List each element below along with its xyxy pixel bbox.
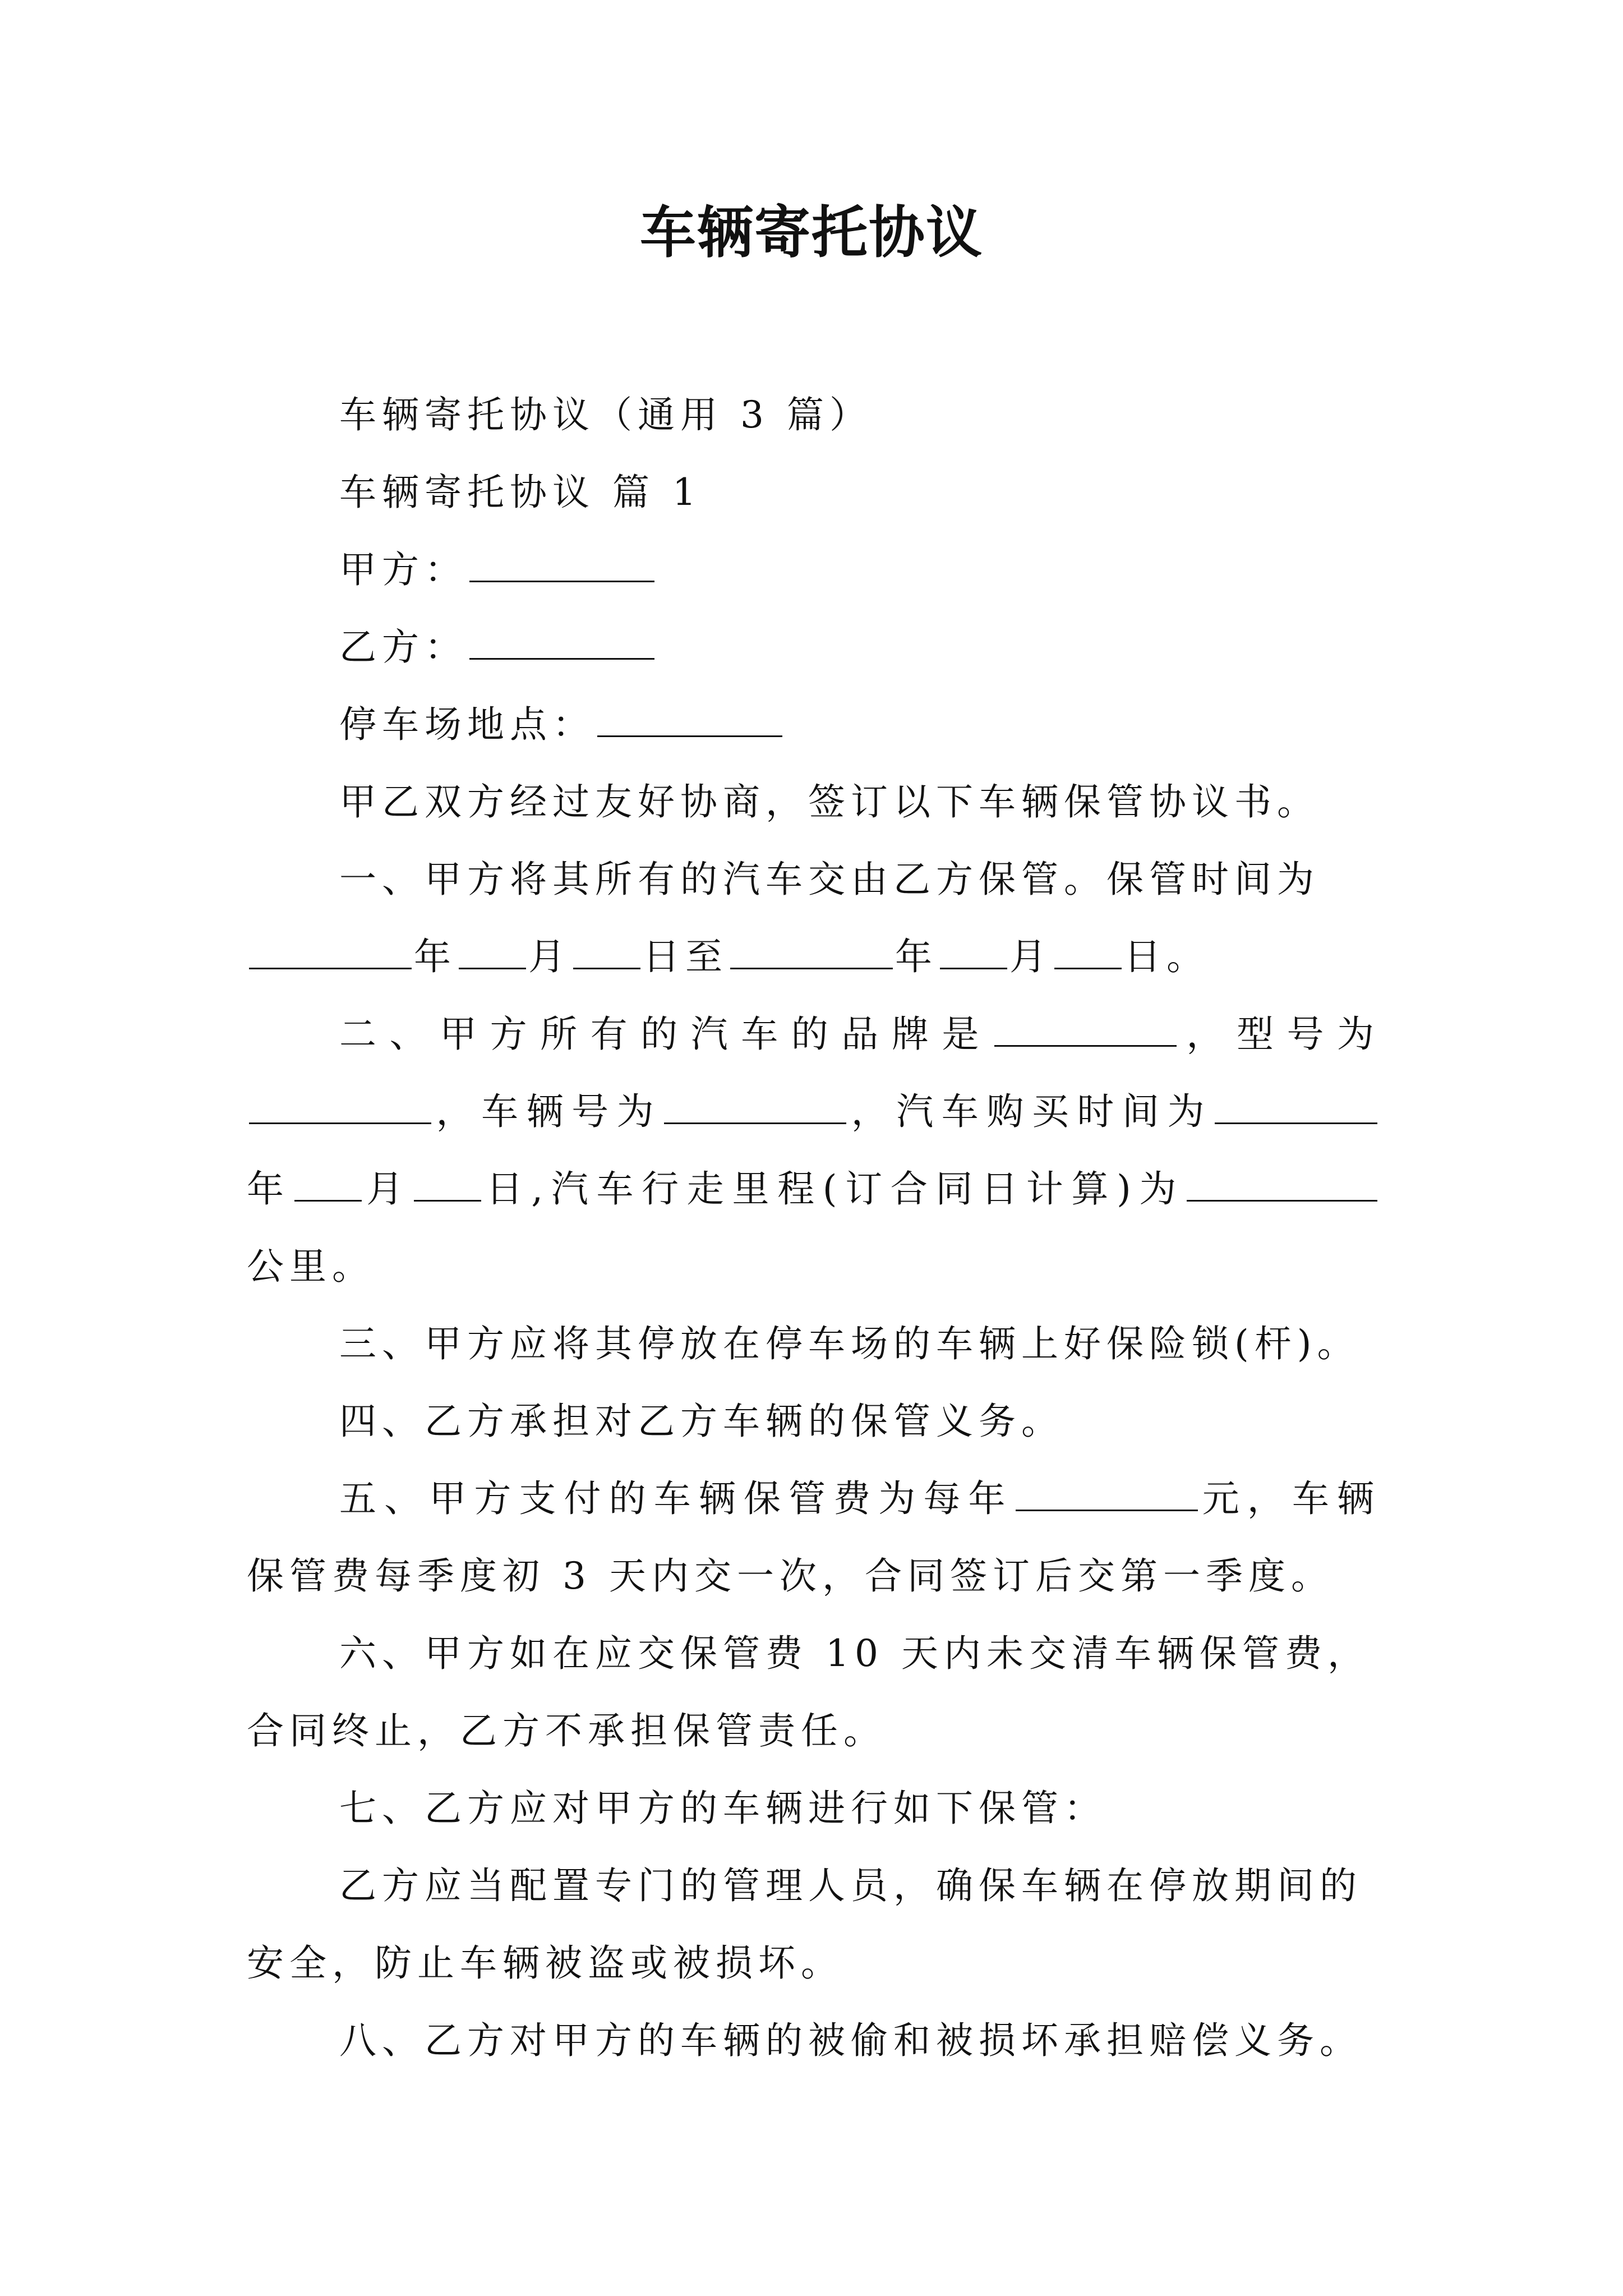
clause-2-line-4 <box>247 1239 1380 1295</box>
subtitle-text: 车辆寄托协议（通用 3 篇） <box>339 393 872 436</box>
clause-6-line-1 <box>247 1626 1380 1682</box>
model-label: ，型号为 <box>1178 1013 1380 1056</box>
clause-2-line-3 <box>247 1161 1380 1217</box>
clause-5-line-1 <box>247 1471 1380 1527</box>
plate-label: ，车辆号为 <box>434 1090 662 1133</box>
clause-6-text-cont: 合同终止，乙方不承担保管责任。 <box>247 1709 886 1752</box>
party-a-line <box>247 542 1380 598</box>
clause-2-brand-label: 二、甲方所有的汽车的品牌是 <box>339 1013 992 1056</box>
clause-1-line-2 <box>247 929 1380 985</box>
year-label: 年 <box>414 935 457 978</box>
clause-3 <box>247 1316 1380 1372</box>
year-label: 年 <box>247 1167 292 1211</box>
month-label: 月 <box>1009 935 1052 978</box>
party-a-blank <box>469 546 654 582</box>
party-b-blank <box>469 623 654 660</box>
end-day-blank <box>1054 933 1122 969</box>
clause-4 <box>247 1393 1380 1450</box>
km-unit-text: 公里。 <box>247 1245 375 1288</box>
fee-blank <box>1016 1475 1198 1511</box>
brand-blank <box>994 1010 1177 1047</box>
clause-7-detail-text-cont: 安全，防止车辆被盗或被损坏。 <box>247 1941 843 1985</box>
start-month-blank <box>459 933 526 969</box>
start-day-blank <box>573 933 640 969</box>
clause-7 <box>247 1780 1380 1837</box>
mileage-blank <box>1187 1165 1377 1202</box>
clause-5-line-2 <box>247 1548 1380 1604</box>
clause-3-text: 三、甲方应将其停放在停车场的车辆上好保险锁(杆)。 <box>339 1322 1360 1365</box>
fee-unit-label: 元，车辆 <box>1200 1477 1380 1520</box>
party-a-label: 甲方： <box>339 548 467 591</box>
clause-2-line-1 <box>247 1006 1380 1062</box>
parking-location-line <box>247 697 1380 753</box>
clause-1-text: 一、甲方将其所有的汽车交由乙方保管。保管时间为 <box>339 858 1320 901</box>
end-month-blank <box>940 933 1007 969</box>
start-year-blank <box>249 933 412 969</box>
clause-7-detail-line-1 <box>247 1858 1380 1914</box>
clause-8 <box>247 2013 1380 2069</box>
model-blank <box>249 1088 431 1124</box>
month-label: 月 <box>528 935 571 978</box>
clause-7-detail-line-2 <box>247 1935 1380 1991</box>
purchase-day-blank <box>414 1165 481 1202</box>
clause-1-line-1 <box>247 852 1380 908</box>
month-label: 月 <box>363 1167 412 1211</box>
end-year-blank <box>730 933 893 969</box>
document-title: 车辆寄托协议 <box>640 200 983 265</box>
purchase-month-blank <box>294 1165 362 1202</box>
clause-7-text: 七、乙方应对甲方的车辆进行如下保管： <box>339 1787 1106 1830</box>
day-label: 日。 <box>1124 935 1209 978</box>
plate-blank <box>664 1088 846 1124</box>
mileage-label: 日,汽车行走里程(订合同日计算)为 <box>483 1167 1185 1211</box>
clause-7-detail-text: 乙方应当配置专门的管理人员，确保车辆在停放期间的 <box>339 1864 1362 1907</box>
clause-4-text: 四、乙方承担对乙方车辆的保管义务。 <box>339 1400 1064 1443</box>
fee-label: 五、甲方支付的车辆保管费为每年 <box>339 1477 1013 1520</box>
clause-6-line-2 <box>247 1703 1380 1759</box>
section-heading-text: 车辆寄托协议 篇 1 <box>339 471 702 514</box>
section-heading <box>247 464 1380 521</box>
purchase-year-blank <box>1215 1088 1377 1124</box>
party-b-line <box>247 619 1380 675</box>
clause-2-line-2 <box>247 1084 1380 1140</box>
clause-6-text: 六、甲方如在应交保管费 10 天内未交清车辆保管费， <box>339 1632 1370 1675</box>
parking-location-label: 停车场地点： <box>339 703 595 746</box>
party-b-label: 乙方： <box>339 625 467 669</box>
parking-location-blank <box>597 701 782 737</box>
clause-8-text: 八、乙方对甲方的车辆的被偷和被损坏承担赔偿义务。 <box>339 2019 1362 2062</box>
subtitle-line <box>247 387 1380 443</box>
day-to-label: 日至 <box>643 935 728 978</box>
purchase-time-label: ，汽车购买时间为 <box>849 1090 1213 1133</box>
year-label: 年 <box>895 935 938 978</box>
agreement-intro <box>247 774 1380 830</box>
clause-5-text: 保管费每季度初 3 天内交一次，合同签订后交第一季度。 <box>247 1554 1334 1598</box>
agreement-intro-text: 甲乙双方经过友好协商，签订以下车辆保管协议书。 <box>339 780 1320 823</box>
